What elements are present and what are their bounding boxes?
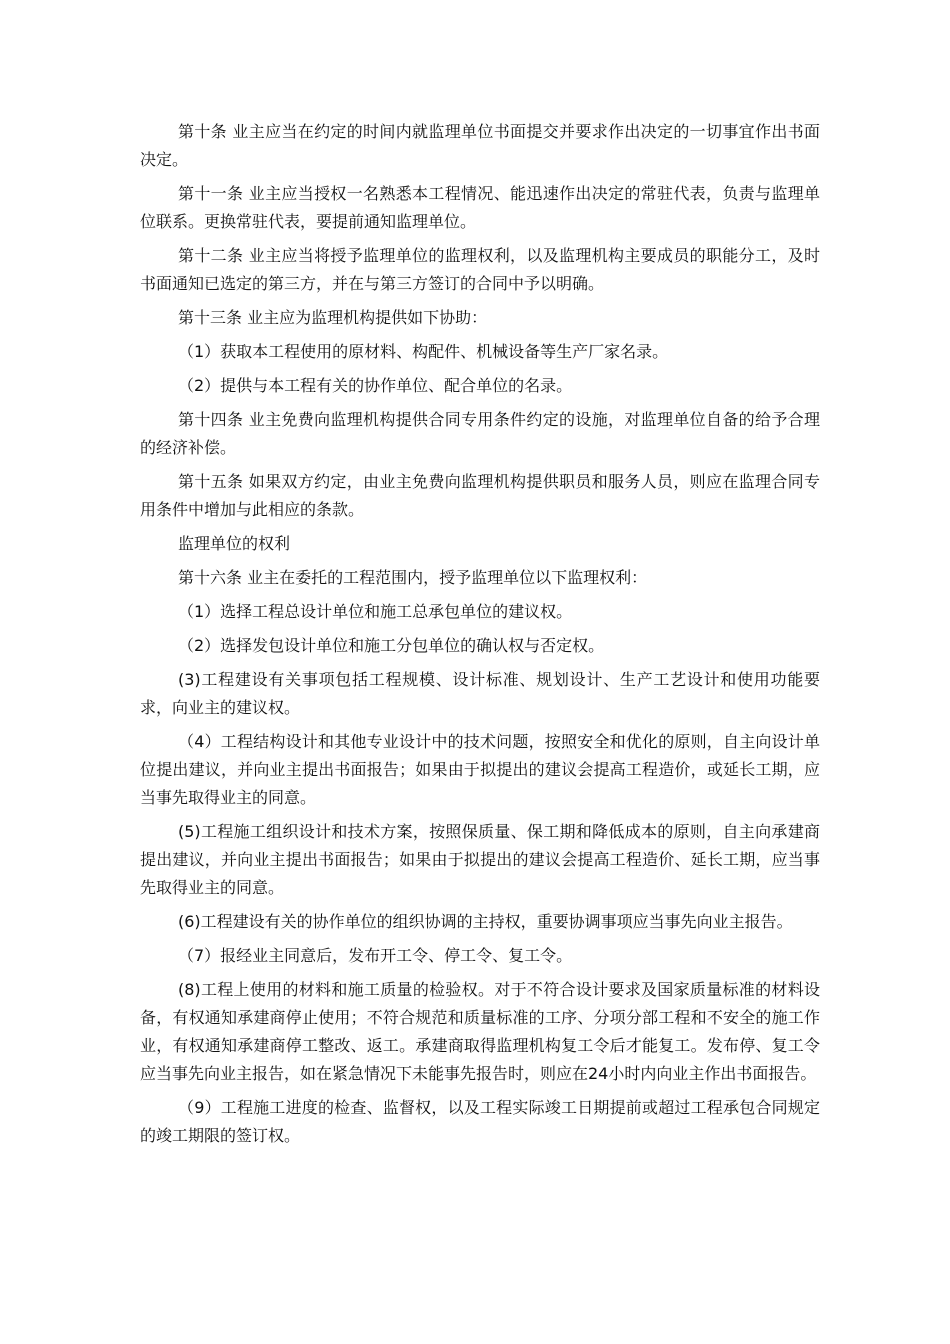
list-item-16-4: （4）工程结构设计和其他专业设计中的技术问题，按照安全和优化的原则，自主向设计单位提出建议，并向业主提出书面报告；如果由于拟提出的建议会提高工程造价，或延长工期，应当事先取得业主的同意。 bbox=[140, 732, 820, 807]
list-item-16-1: （1）选择工程总设计单位和施工总承包单位的建议权。 bbox=[178, 602, 573, 621]
list-item-16-7: （7）报经业主同意后，发布开工令、停工令、复工令。 bbox=[178, 946, 573, 965]
paragraph-article-14: 第十四条 业主免费向监理机构提供合同专用条件约定的设施，对监理单位自备的给予合理的经济补偿。 bbox=[140, 410, 820, 457]
list-item-13-1: （1）获取本工程使用的原材料、构配件、机械设备等生产厂家名录。 bbox=[178, 342, 669, 361]
list-item-16-3: (3)工程建设有关事项包括工程规模、设计标准、规划设计、生产工艺设计和使用功能要求，向业主的建议权。 bbox=[140, 670, 820, 717]
list-item-16-6: (6)工程建设有关的协作单位的组织协调的主持权，重要协调事项应当事先向业主报告。 bbox=[178, 912, 793, 931]
paragraph-article-16: 第十六条 业主在委托的工程范围内，授予监理单位以下监理权利： bbox=[178, 568, 648, 587]
paragraph-article-10: 第十条 业主应当在约定的时间内就监理单位书面提交并要求作出决定的一切事宜作出书面决定。 bbox=[140, 122, 820, 169]
document-body bbox=[140, 118, 820, 1156]
paragraph-article-12: 第十二条 业主应当将授予监理单位的监理权利，以及监理机构主要成员的职能分工，及时书面通知已选定的第三方，并在与第三方签订的合同中予以明确。 bbox=[140, 246, 820, 293]
list-item-13-2: （2）提供与本工程有关的协作单位、配合单位的名录。 bbox=[178, 376, 573, 395]
list-item-16-9: （9）工程施工进度的检查、监督权，以及工程实际竣工日期提前或超过工程承包合同规定的竣工期限的签订权。 bbox=[140, 1098, 820, 1145]
list-item-16-2: （2）选择发包设计单位和施工分包单位的确认权与否定权。 bbox=[178, 636, 605, 655]
paragraph-article-13: 第十三条 业主应为监理机构提供如下协助： bbox=[178, 308, 488, 327]
paragraph-article-15: 第十五条 如果双方约定，由业主免费向监理机构提供职员和服务人员，则应在监理合同专用条件中增加与此相应的条款。 bbox=[140, 472, 820, 519]
paragraph-article-11: 第十一条 业主应当授权一名熟悉本工程情况、能迅速作出决定的常驻代表，负责与监理单位联系。更换常驻代表，要提前通知监理单位。 bbox=[140, 184, 820, 231]
list-item-16-8: (8)工程上使用的材料和施工质量的检验权。对于不符合设计要求及国家质量标准的材料设备，有权通知承建商停止使用；不符合规范和质量标准的工序、分项分部工程和不安全的施工作业，有权通知承建商停工整改、返工。承建商取得监理机构复工令后才能复工。发布停、复工令应当事先向业主报告，如在紧急情况下未能事先报告时，则应在24小时内向业主作出书面报告。 bbox=[140, 980, 820, 1083]
section-heading: 监理单位的权利 bbox=[178, 534, 291, 553]
list-item-16-5: (5)工程施工组织设计和技术方案，按照保质量、保工期和降低成本的原则，自主向承建商提出建议，并向业主提出书面报告；如果由于拟提出的建议会提高工程造价、延长工期，应当事先取得业主的同意。 bbox=[140, 822, 820, 897]
